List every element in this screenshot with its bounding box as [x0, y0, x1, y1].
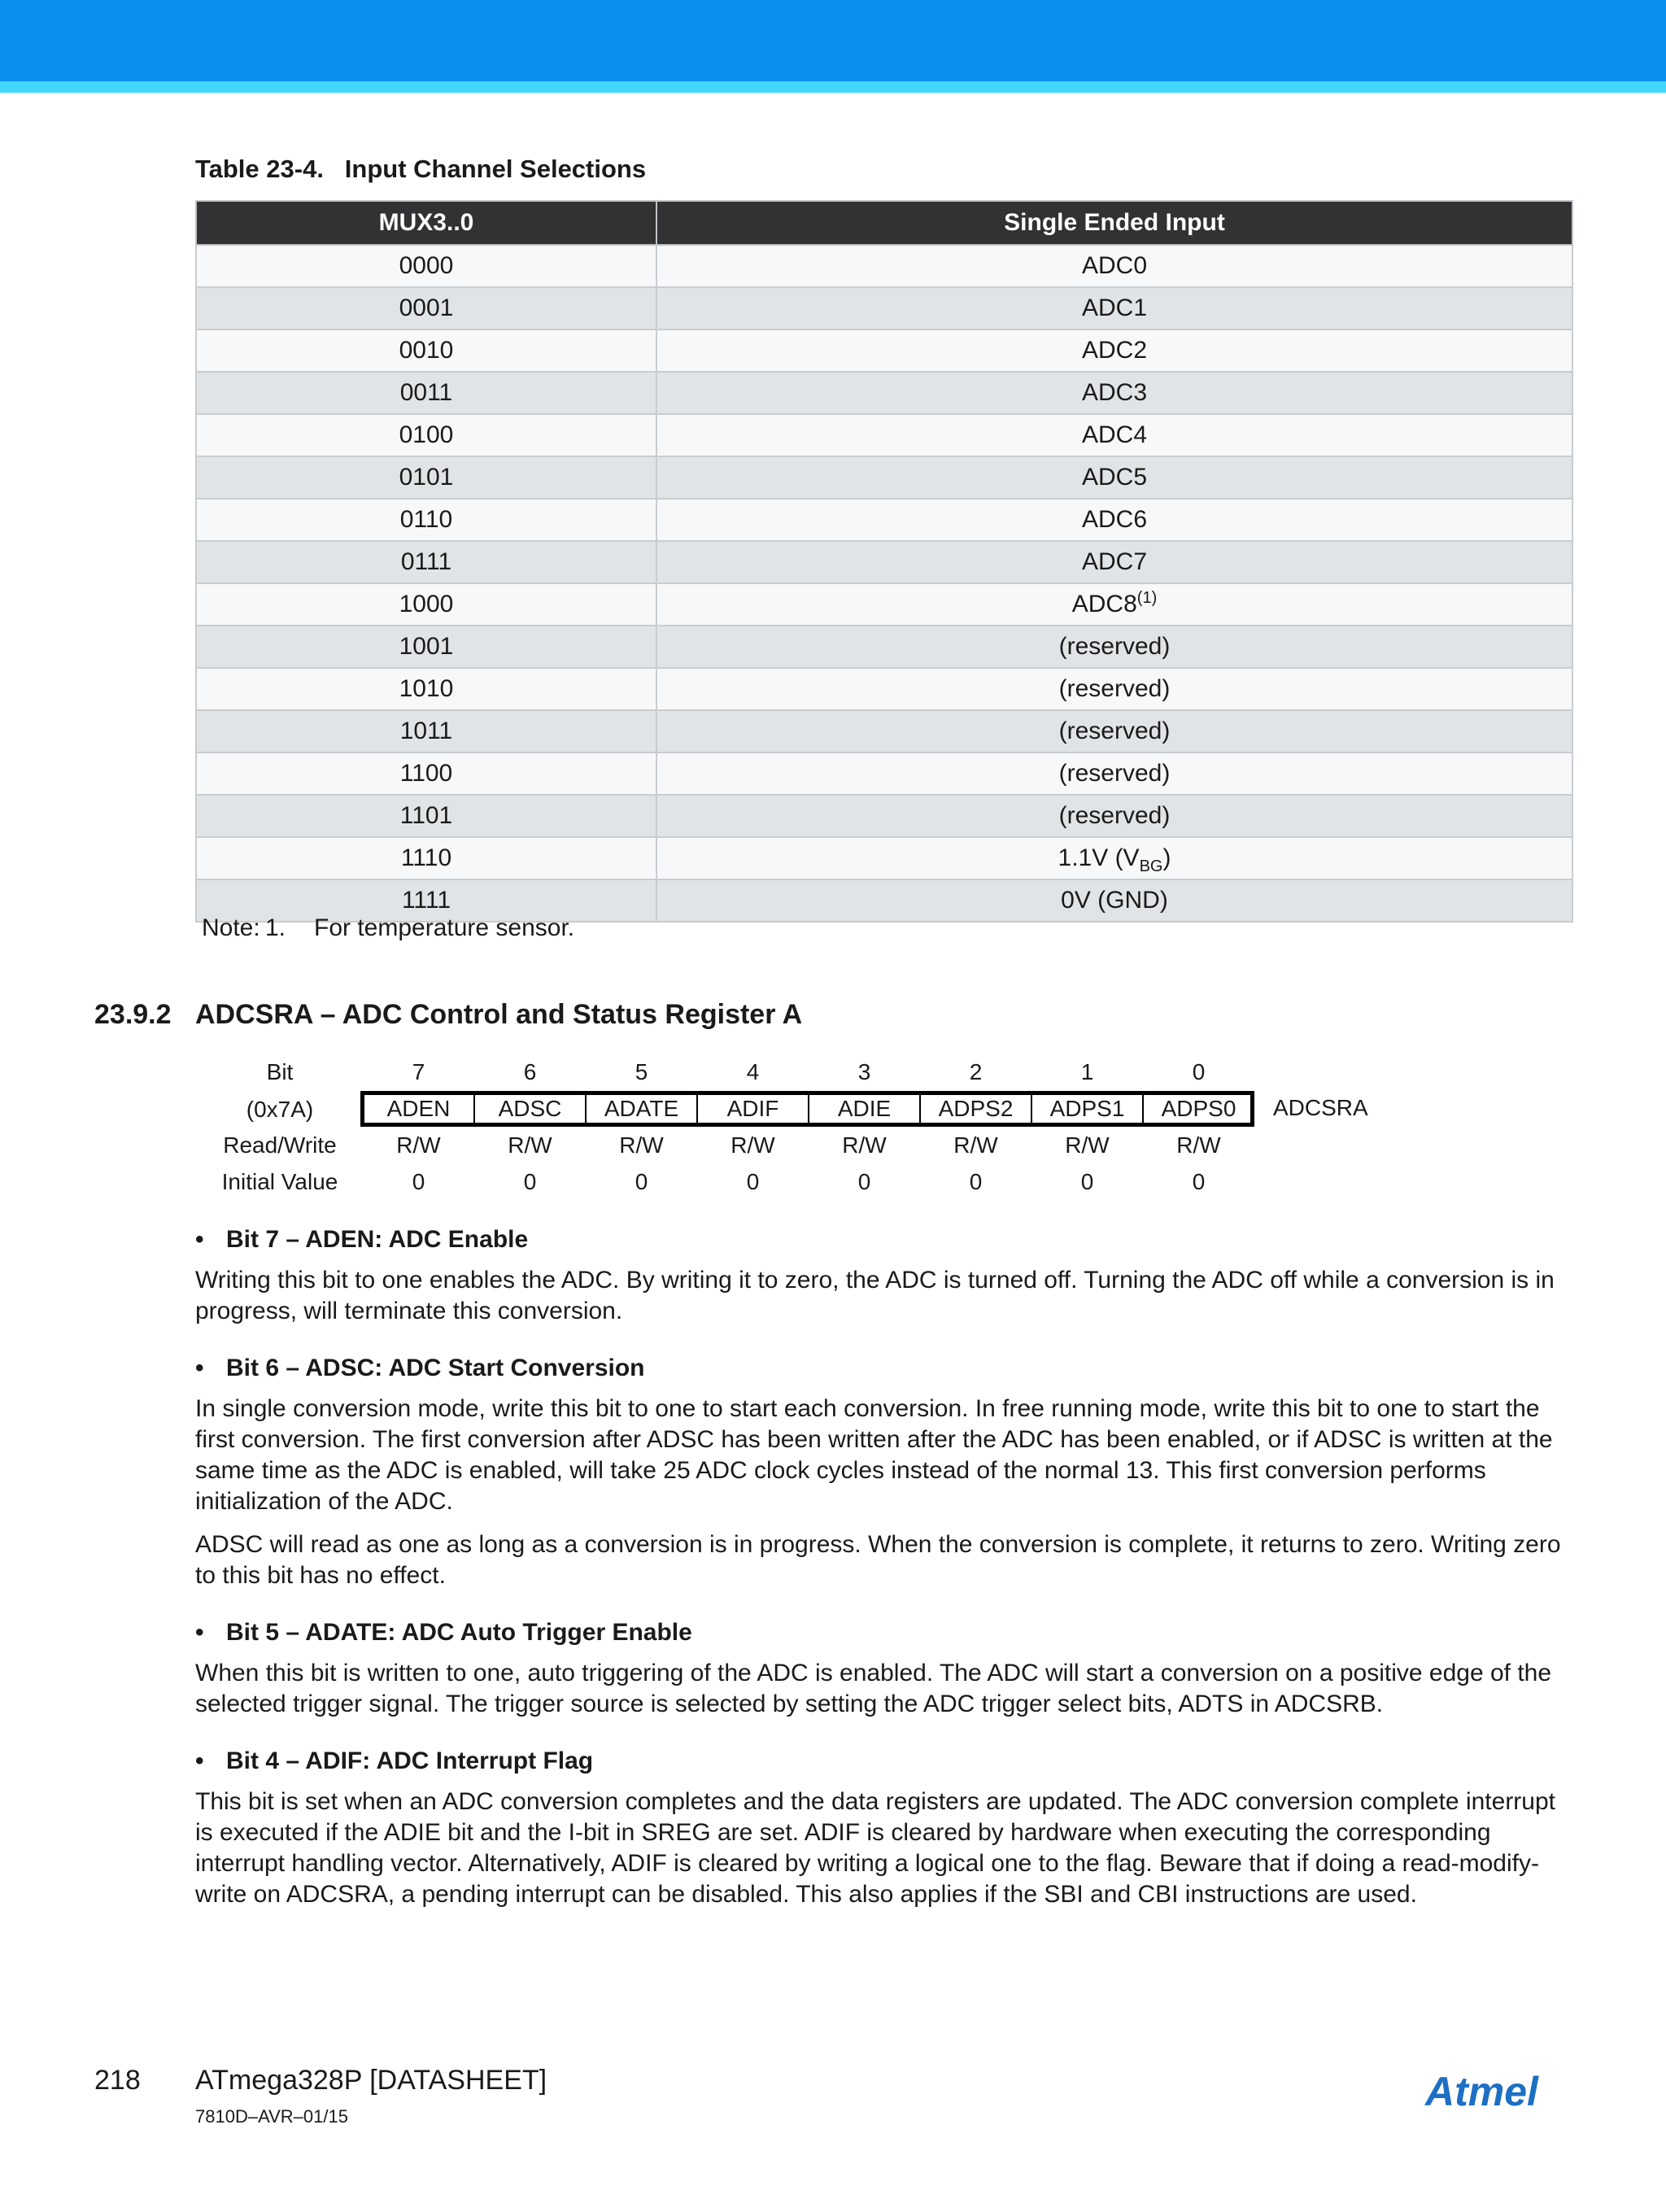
input-cell: ADC0 — [656, 245, 1572, 287]
register-name: ADCSRA — [1273, 1095, 1368, 1120]
reg-bit-number: 2 — [969, 1059, 983, 1084]
table-caption: Table 23-4. Input Channel Selections — [195, 155, 647, 183]
input-channel-table — [195, 200, 1573, 923]
mux-cell: 1001 — [196, 626, 656, 668]
page-number: 218 — [94, 2065, 141, 2096]
reg-rw-value: R/W — [619, 1132, 664, 1158]
reg-field-name: ADPS1 — [1049, 1096, 1125, 1121]
note-text: For temperature sensor. — [314, 914, 575, 941]
input-cell: (reserved) — [656, 668, 1572, 710]
mux-cell: 1010 — [196, 668, 656, 710]
document-title: ATmega328P [DATASHEET] — [195, 2065, 547, 2096]
table-row — [196, 668, 1572, 710]
input-cell: (reserved) — [656, 710, 1572, 753]
reg-rw-value: R/W — [953, 1132, 998, 1158]
table-row — [196, 372, 1572, 414]
table-row — [196, 710, 1572, 753]
bit-description: Writing this bit to one enables the ADC. By writing it to zero, the ADC is turned off. Turning the ADC off while a conversion is in progress, will terminate this conversion. — [195, 1267, 1555, 1324]
reg-rw-value: R/W — [1176, 1132, 1221, 1158]
reg-rw-value: R/W — [842, 1132, 887, 1158]
bit-heading: • Bit 6 – ADSC: ADC Start Conversion — [195, 1355, 645, 1381]
input-cell: ADC6 — [656, 499, 1572, 541]
table-row — [196, 541, 1572, 583]
section-title: ADCSRA – ADC Control and Status Register A — [195, 999, 803, 1030]
table-row — [196, 329, 1572, 372]
reg-init-value: 0 — [969, 1169, 983, 1194]
mux-cell: 1011 — [196, 710, 656, 753]
bit-heading: • Bit 5 – ADATE: ADC Auto Trigger Enable — [195, 1619, 692, 1646]
header-band — [0, 0, 1666, 81]
mux-cell: 1111 — [196, 879, 656, 922]
reg-field-name: ADIE — [837, 1096, 892, 1121]
reg-field-name: ADATE — [604, 1096, 679, 1121]
bit-heading: • Bit 7 – ADEN: ADC Enable — [195, 1226, 529, 1253]
reg-bit-number: 4 — [746, 1059, 760, 1084]
table-header-input: Single Ended Input — [656, 201, 1572, 245]
reg-rw-value: R/W — [731, 1132, 775, 1158]
input-cell: (reserved) — [656, 795, 1572, 837]
reg-init-value: 0 — [857, 1169, 871, 1194]
bit-description: This bit is set when an ADC conversion completes and the data registers are updated. The ADC conversion complete interrupt is executed if the ADIE bit and the I-bit in SREG are set. ADIF is cleared by hardware when executing the corresponding interrupt handling vector. Alternatively, ADIF is cleared by writing a logical one to the flag. Beware that if doing a read-modify-write on ADCSRA, a pending interrupt can be disabled. This also applies if the SBI and CBI instructions are used. — [195, 1788, 1556, 1908]
bit-description: ADSC will read as one as long as a conversion is in progress. When the conversion is complete, it returns to zero. Writing zero to this bit has no effect. — [195, 1531, 1561, 1589]
reg-field-name: ADIF — [726, 1096, 779, 1121]
input-cell: 0V (GND) — [656, 879, 1572, 922]
input-cell: ADC7 — [656, 541, 1572, 583]
reg-rw-value: R/W — [508, 1132, 552, 1158]
reg-init-value: 0 — [412, 1169, 425, 1194]
table-row — [196, 245, 1572, 287]
reg-bit-number: 7 — [412, 1059, 425, 1084]
reg-bit-number: 6 — [523, 1059, 537, 1084]
bit-description: When this bit is written to one, auto triggering of the ADC is enabled. The ADC will start a conversion on a positive edge of the selected trigger signal. The trigger source is selected by setting the ADC trigger select bits, ADTS in ADCSRB. — [195, 1660, 1552, 1717]
reg-rw-value: R/W — [396, 1132, 441, 1158]
reg-bit-number: 1 — [1080, 1059, 1094, 1084]
section-number: 23.9.2 — [94, 999, 172, 1030]
reg-field-name: ADPS2 — [938, 1096, 1014, 1121]
reg-bit-label: Bit — [266, 1059, 294, 1084]
reg-init-value: 0 — [1192, 1169, 1206, 1194]
mux-cell: 1101 — [196, 795, 656, 837]
input-cell: ADC3 — [656, 372, 1572, 414]
mux-cell: 0001 — [196, 287, 656, 329]
table-row — [196, 753, 1572, 795]
input-cell: ADC1 — [656, 287, 1572, 329]
mux-cell: 0110 — [196, 499, 656, 541]
document-code: 7810D–AVR–01/15 — [195, 2106, 348, 2127]
table-row — [196, 414, 1572, 456]
reg-bit-number: 0 — [1192, 1059, 1206, 1084]
mux-cell: 0100 — [196, 414, 656, 456]
mux-cell: 0111 — [196, 541, 656, 583]
mux-cell: 0010 — [196, 329, 656, 372]
table-row — [196, 837, 1572, 879]
input-cell: (reserved) — [656, 753, 1572, 795]
reg-init-value: 0 — [523, 1169, 537, 1194]
mux-cell: 0011 — [196, 372, 656, 414]
atmel-logo — [1424, 2068, 1570, 2117]
reg-init-value: 0 — [1080, 1169, 1094, 1194]
mux-cell: 0000 — [196, 245, 656, 287]
reg-bit-number: 5 — [635, 1059, 648, 1084]
table-body — [196, 245, 1572, 922]
header-stripe — [0, 81, 1666, 93]
note-label: Note: — [202, 914, 260, 941]
input-cell: ADC5 — [656, 456, 1572, 499]
table-row — [196, 583, 1572, 626]
register-box — [360, 1091, 1254, 1127]
bullet-icon: • — [195, 1226, 204, 1253]
input-cell: ADC8$^{(1)}$ — [656, 583, 1572, 626]
mux-cell: 0101 — [196, 456, 656, 499]
reg-field-name: ADSC — [498, 1096, 562, 1121]
table-row — [196, 795, 1572, 837]
reg-init-label: Initial Value — [221, 1169, 338, 1194]
input-cell: ADC4 — [656, 414, 1572, 456]
bit-description: In single conversion mode, write this bit to one to start each conversion. In free running mode, write this bit to one to start the first conversion. The first conversion after ADSC has been written after the ADC has been enabled, or if ADSC is written at the same time as the ADC is enabled, will take 25 ADC clock cycles instead of the normal 13. This first conversion performs initialization of the ADC. — [195, 1395, 1553, 1515]
reg-bit-number: 3 — [857, 1059, 871, 1084]
table-row — [196, 456, 1572, 499]
reg-init-value: 0 — [635, 1169, 648, 1194]
table-row — [196, 287, 1572, 329]
reg-init-value: 0 — [746, 1169, 760, 1194]
section-heading — [94, 999, 802, 1031]
logo-text: Atmel — [1425, 2069, 1538, 2114]
mux-cell: 1110 — [196, 837, 656, 879]
mux-cell: 1000 — [196, 583, 656, 626]
bullet-icon: • — [195, 1747, 204, 1774]
bit-heading: • Bit 4 – ADIF: ADC Interrupt Flag — [195, 1747, 594, 1774]
reg-field-name: ADPS0 — [1161, 1096, 1236, 1121]
input-cell: 1.1V $(V_{BG})$ — [656, 837, 1572, 879]
reg-rw-label: Read/Write — [223, 1132, 337, 1158]
table-row — [196, 499, 1572, 541]
table-header-mux: MUX3..0 — [196, 201, 656, 245]
note-number: 1. — [265, 914, 286, 941]
table-note — [202, 914, 574, 942]
input-cell: (reserved) — [656, 626, 1572, 668]
bullet-icon: • — [195, 1619, 204, 1646]
table-row — [196, 626, 1572, 668]
bullet-icon: • — [195, 1355, 204, 1381]
reg-rw-value: R/W — [1065, 1132, 1110, 1158]
reg-address: (0x7A) — [246, 1097, 314, 1122]
reg-field-name: ADEN — [386, 1096, 451, 1121]
input-cell: ADC2 — [656, 329, 1572, 372]
mux-cell: 1100 — [196, 753, 656, 795]
